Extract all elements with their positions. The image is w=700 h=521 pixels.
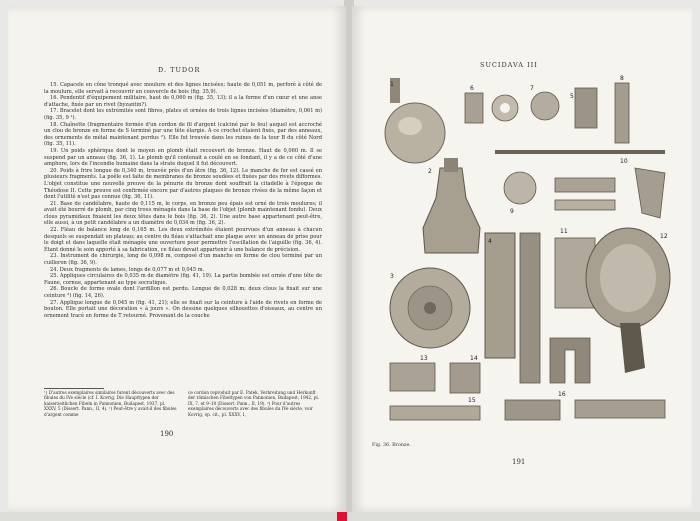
fig-number: 10 — [620, 158, 628, 165]
bookmark-ribbon — [337, 512, 347, 521]
bottom-edge — [0, 512, 700, 521]
footnotes-left-column: ¹) D'autres exemplaires similaires furent découverts avec des fibules du IVe siècle (cf. I. Kovrig, Die Haupttypen der kaiserzeitlichen Fibeln in Pannonien, Budapest, 1937, pl. XXXV, 5 (Dissert. Pann., II, 4). ²) Peut-être y avait-il des fibules d'argent comme — [44, 390, 177, 417]
object-fragment — [635, 168, 665, 218]
fig-number: 7 — [530, 85, 534, 92]
right-running-header: SUCIDAVA III — [480, 61, 538, 69]
left-page — [8, 6, 346, 512]
paragraph: 20. Poids à frire longue de 0,340 m, trouvée près d'un âtre (fig. 36, 12). Le manche de fer est cassé en plusieurs fragments. La poêle est faite de membranes de bronze soudées et fixées par des rivets difformes. L'objet constitue une nouvelle preuve de la pénurie du bronze dont souffrait la citadelle à l'époque de Théodose II. Cette preuve est confirmée encore par d'autres plaques de bronze rivées de la même façon et dont l'utilité n'est pas connue (fig. 36, 11). — [44, 167, 322, 201]
left-running-header: D. TUDOR — [158, 66, 201, 74]
fig-number: 9 — [510, 208, 514, 215]
footnotes-right-column: ce cordon reproduit par E. Patek, Verbreitung und Herkunft der römischen Fibeltypen von Pannonien, Budapest, 1942, pl. IX, 7, et 9–10 (Dissert. Pann., II, 19). ³) Pour d'autres exemplaires découverts avec des fibules du IVe siècle, voir Kovrig, op. cit., pl. XXXV, 1, — [188, 390, 320, 417]
fig-number: 1 — [390, 81, 394, 88]
object-plaque — [575, 88, 597, 128]
fig-number: 3 — [390, 273, 394, 280]
fig-number: 2 — [428, 168, 432, 175]
object-strip — [555, 178, 615, 192]
paragraph: 21. Base de candélabre, haute de 0,115 m, le corps, en bronze peu épais est orné de trois moulures; il avait été bourré de plomb, par cinq trous ménagés dans la base de l'objet (plomb maintenant fondu). Deux clous pyramidaux fixaient les deux têtes dans le bois (fig. 36, 2). Une autre base appartenant peut-être, elle aussi, à un petit candélabre a un diamètre de 0,034 m (fig. 36, 2). — [44, 200, 322, 227]
footnote-rule — [44, 388, 104, 389]
object-strip — [555, 200, 615, 210]
paragraph: 19. Un poids sphérique dont le moyen en plomb était recouvert de bronze. Haut de 0,060 m. Il se suspend par un anneau (fig. 36, 1). Le plomb qu'il contenait a coulé en se fondant, il y a de ce côté d'une amphore, lors de l'incendie humaine dans la strate duquel il fut découvert. — [44, 147, 322, 168]
right-page-number: 191 — [512, 458, 526, 466]
paragraph: 25. Appliques circulaires de 0,035 m de diamètre (fig. 41, 19). La partie bombée est ornée d'une tête de Faune, cornue, appartenant au type socratique. — [44, 273, 322, 286]
fig-number: 5 — [570, 93, 574, 100]
object-applique — [450, 363, 480, 393]
object-t-applique — [550, 338, 590, 383]
fig-number: 16 — [558, 391, 566, 398]
paragraph: 24. Deux fragments de lames, longs de 0,077 m et 0,045 m. — [50, 266, 205, 273]
paragraph: 23. Instrument de chirurgie, long de 0,098 m, composé d'un manche en forme de clou terminé par un cuilleron (fig. 36, 9). — [44, 253, 322, 267]
fig-number: 15 — [468, 397, 476, 404]
paragraph: 17. Bracelet dont les extrémités sont fibres, plates et ornées de trois lignes incisées (diamètre, 0,061 m) (fig. 35, 9 ¹). — [44, 108, 322, 121]
object-long-fitting — [615, 83, 629, 143]
paragraph: 26. Boucle de forme ovale dont l'ardillon est perdu. Longue de 0,028 m; deux clous la fixait sur une ceinture ³) (fig. 14, 26). — [44, 286, 322, 299]
right-page — [352, 6, 692, 512]
object-scale-beam — [495, 150, 665, 154]
paragraph: 15. Capacele en cône tronqué avec moulure et des lignes incisées; haute de 0,051 m, perforé à côté de la moulure, elle servait à recouvrir un couvercle de bois (fig. 35,9). — [44, 82, 322, 95]
object-small-fitting — [465, 93, 483, 123]
paragraph: 22. Fléau de balance long de 0,165 m. Les deux extrémités étaient pourvues d'un anneau à chacun desquels se suspendait un plateau; au centre du fléau s'attachait une plaque avec un anneau de prise pour le doigt et dans laquelle était ménagée une ouverture pour permettre l'oscillation de l'aiguille (fig. 36, 4). Étant donné le soin apporté à sa fabrication, ce fléau devait appartenir à une balance de précision. — [44, 227, 322, 253]
left-page-number: 190 — [160, 430, 174, 438]
object-button — [531, 92, 559, 120]
paragraph: 18. Chaînette (fragmentaire formée d'un cordon de fil d'argent (calciné par le feu) auquel est accroché un clou de bronze en forme de S terminé par une tête élargie. À ce crochet étaient fixés, par des anneaux, des ornements de métal maintenant perdus ²). Elle fut trouvée dans les ruines de la tour B du côté Nord (fig. 35, 11). — [44, 121, 322, 148]
object-weight — [385, 78, 445, 163]
object-bar — [575, 400, 665, 418]
bronze-objects-plate — [370, 38, 680, 438]
object-frying-pan — [586, 228, 670, 373]
object-plate-strip — [485, 233, 540, 383]
fig-number: 14 — [470, 355, 478, 362]
figure-caption: Fig. 36. Bronze. — [372, 443, 411, 448]
fig-number: 4 — [488, 238, 492, 245]
fig-number: 8 — [620, 75, 624, 82]
paragraph: 16. Pendentif d'équipement militaire, haut de 0,060 m (fig. 35, 13); il a la forme d'un cœur et une anse d'attache, fixée par un rivet (byzantin?). — [44, 95, 322, 108]
fig-number: 11 — [560, 228, 568, 235]
object-long-plate — [390, 406, 480, 420]
fig-number: 12 — [660, 233, 668, 240]
fig-number: 6 — [470, 85, 474, 92]
object-large-disc — [390, 268, 470, 348]
left-body-text — [44, 82, 322, 319]
object-plaque-decorated — [505, 400, 560, 420]
fig-number: 13 — [420, 355, 428, 362]
object-round-applique — [504, 172, 536, 204]
object-buckle-plate — [390, 363, 435, 391]
paragraph: 27. Applique longue de 0,045 m (fig. 41, 21); elle se fixait sur la ceinture à l'aide de rivets en forme de bouton. Elle portait une décoration « à jours ». On dessine quelques silhouettes d'oiseaux, au centre un ornement tracé en forme de T retourné. Provenant de la couche — [44, 299, 322, 319]
